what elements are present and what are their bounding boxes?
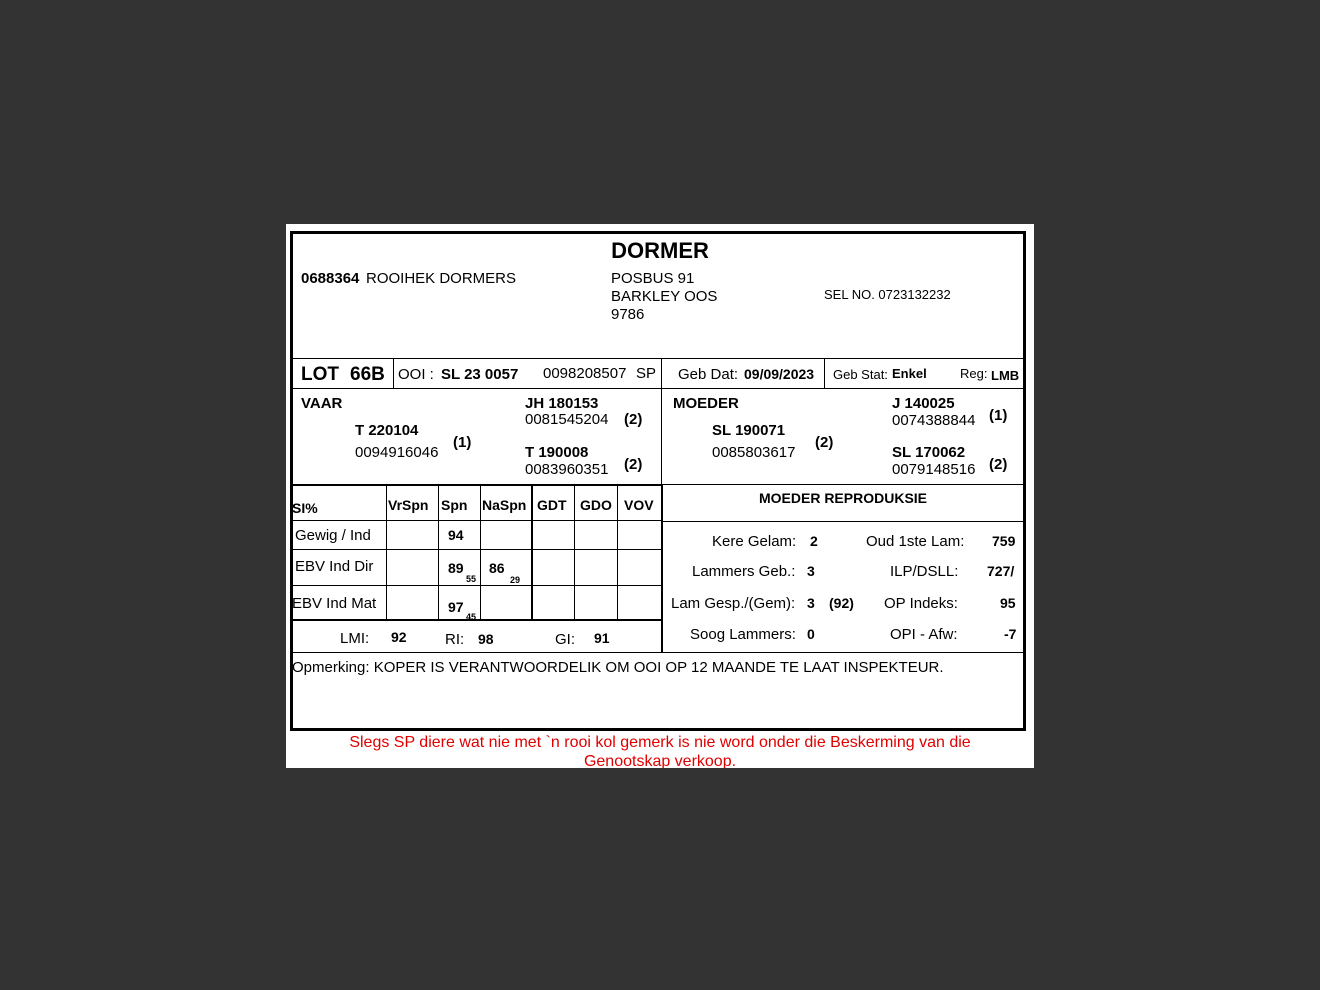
moeder-dam-grade: (2) [989,456,1008,473]
reg-label: Reg: [960,366,988,381]
moeder-id: SL 190071 [712,422,786,439]
row-ebvdir-label: EBV Ind Dir [295,558,374,575]
lot-value: 66B [350,364,385,385]
lot-row-bottom-line [292,388,1024,389]
breeder-name: ROOIHEK DORMERS [366,270,517,287]
kere-gelam-value: 2 [810,533,818,549]
vaar-id: T 220104 [355,422,419,439]
row-ebvdir-naspn: 86 [489,560,505,576]
border-bottom [290,728,1026,731]
th-spn: Spn [441,497,468,513]
footer-note: Slegs SP diere wat nie met `n rooi kol gemerk is nie word onder die Beskerming van die Genootskap verkoop. [349,734,971,768]
lam-gesp-avg: (92) [829,595,854,611]
kere-gelam-label: Kere Gelam: [712,533,797,550]
vaar-dam-number: 0083960351 [525,461,609,478]
oud-1ste-lam-label: Oud 1ste Lam: [866,533,965,550]
moeder-dam-number: 0079148516 [892,461,976,478]
border-top [290,231,1026,234]
address-line1: POSBUS 91 [611,270,695,287]
vaar-number: 0094916046 [355,444,439,461]
ooi-label: OOI : [398,366,434,383]
vaar-sire-id: JH 180153 [525,395,599,412]
moeder-sire-number: 0074388844 [892,412,976,429]
border-right [1023,231,1026,731]
lammers-geb-label: Lammers Geb.: [692,563,796,580]
vaar-sire-grade: (2) [624,411,643,428]
repro-title: MOEDER REPRODUKSIE [758,490,928,506]
geb-dat-label: Geb Dat: [678,366,739,383]
row-ebvmat-spn-sub: 45 [466,612,477,622]
sel-no: SEL NO. 0723132232 [824,287,951,302]
repro-title-line [662,521,1024,522]
col-spn-line [438,484,439,620]
opmerking-top-line [292,652,1024,653]
moeder-sire-id: J 140025 [892,395,955,412]
vaar-dam-id: T 190008 [525,444,589,461]
row-gewig-spn: 94 [448,527,464,543]
lot-divider [393,358,394,388]
lot-label: LOT [301,364,339,385]
moeder-grade: (2) [815,434,834,451]
th-gdo: GDO [580,497,612,513]
row-ebvmat-spn: 97 [448,599,464,615]
geb-dat-value: 09/09/2023 [744,366,815,382]
col-naspn-line [480,484,481,620]
th-gdt: GDT [537,497,567,513]
lot-card [286,224,1034,768]
soog-lammers-value: 0 [807,626,815,642]
vaar-dam-grade: (2) [624,456,643,473]
th-vrspn: VrSpn [388,497,429,513]
card-title: DORMER [611,238,709,263]
col-vov-line [617,484,618,620]
col-gdt-line [531,484,533,620]
row-ebvdir-naspn-sub: 29 [510,575,521,585]
row-gewig-label: Gewig / Ind [295,527,371,544]
gi-label: GI: [555,631,576,648]
moeder-label: MOEDER [673,395,739,412]
op-indeks-label: OP Indeks: [884,595,958,612]
col-gdo-line [574,484,575,620]
address-code: 9786 [611,306,645,323]
breeder-number: 0688364 [301,270,360,287]
lam-gesp-value: 3 [807,595,815,611]
vaar-grade: (1) [453,434,472,451]
ooi-type: SP [636,365,657,382]
ooi-id: SL 23 0057 [441,366,519,383]
ooi-number: 0098208507 [543,365,627,382]
col-vrspn-line [386,484,387,620]
th-si: SI% [292,500,318,516]
moeder-number: 0085803617 [712,444,796,461]
op-indeks-value: 95 [1000,595,1016,611]
geb-stat-value: Enkel [892,366,927,381]
th-naspn: NaSpn [482,497,527,513]
oud-1ste-lam-value: 759 [992,533,1016,549]
reg-value: LMB [991,368,1020,383]
vaar-sire-number: 0081545204 [525,411,609,428]
center-divider-top [661,358,662,484]
row-ebvmat-label: EBV Ind Mat [292,595,377,612]
gebdat-divider [824,358,825,388]
table-row1-line [292,549,662,550]
lot-row-top-line [292,358,1024,359]
lammers-geb-value: 3 [807,563,815,579]
th-vov: VOV [624,497,654,513]
gi-value: 91 [594,630,610,646]
soog-lammers-label: Soog Lammers: [690,626,796,643]
row-ebvdir-spn-sub: 55 [466,574,477,584]
border-left [290,231,293,731]
lam-gesp-label: Lam Gesp./(Gem): [671,595,796,612]
moeder-dam-id: SL 170062 [892,444,966,461]
address-line2: BARKLEY OOS [611,288,718,305]
table-row2-line [292,585,662,586]
table-right-line [661,484,663,652]
lmi-value: 92 [391,629,407,645]
table-header-line [292,520,662,521]
ilp-dsll-value: 727/ [987,563,1015,579]
geb-stat-label: Geb Stat: [833,367,888,382]
ilp-dsll-label: ILP/DSLL: [890,563,959,580]
ri-label: RI: [445,631,465,648]
vaar-label: VAAR [301,395,343,412]
ri-value: 98 [478,631,494,647]
row-ebvdir-spn: 89 [448,560,464,576]
opi-afw-label: OPI - Afw: [890,626,958,643]
opmerking-text: Opmerking: KOPER IS VERANTWOORDELIK OM OOI OP 12 MAANDE TE LAAT INSPEKTEUR. [292,659,944,676]
lmi-label: LMI: [340,630,370,647]
moeder-sire-grade: (1) [989,407,1008,424]
table-bottom-line [292,619,663,621]
table-top-line [292,484,663,486]
opi-afw-value: -7 [1004,626,1017,642]
